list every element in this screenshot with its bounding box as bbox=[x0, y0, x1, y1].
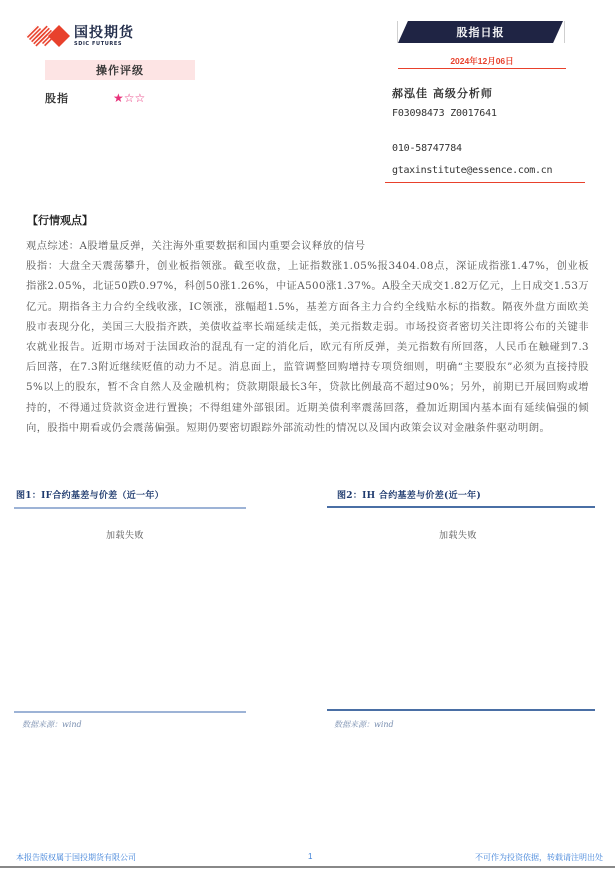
figure-1-source: 数据来源：wind bbox=[22, 720, 82, 729]
logo-name-cn: 国投期货 bbox=[74, 24, 134, 41]
star-rating-icon: ★☆☆ bbox=[113, 91, 146, 105]
date-divider bbox=[398, 68, 566, 69]
report-date: 2024年12月06日 bbox=[450, 56, 514, 66]
footer-copyright: 本报告版权属于国投期货有限公司 bbox=[16, 853, 136, 862]
rating-row bbox=[45, 90, 145, 106]
market-view-body bbox=[26, 236, 589, 438]
report-type: 股指日报 bbox=[456, 26, 505, 39]
figure-1-title: 图1：IF合约基差与价差（近一年） bbox=[16, 491, 164, 501]
contact-divider bbox=[385, 182, 585, 183]
rating-header bbox=[45, 60, 195, 80]
rating-title: 操作评级 bbox=[96, 64, 144, 77]
figure-2-source: 数据来源：wind bbox=[334, 720, 394, 729]
rating-label: 股指 bbox=[45, 92, 69, 105]
report-type-banner bbox=[398, 21, 563, 43]
analyst-license: F03098473 Z0017641 bbox=[392, 108, 497, 119]
page-number: 1 bbox=[308, 852, 313, 861]
figure-1-bottom-rule bbox=[14, 711, 246, 713]
footer-divider bbox=[0, 866, 615, 868]
analyst-phone: 010-58747784 bbox=[392, 143, 462, 154]
analyst-email[interactable]: gtaxinstitute@essence.com.cn bbox=[392, 165, 553, 176]
figure-1-top-rule bbox=[14, 507, 246, 509]
analyst-name: 郝泓佳 高级分析师 bbox=[392, 87, 493, 100]
figure-2-bottom-rule bbox=[327, 709, 595, 711]
logo-name-en: SDIC FUTURES bbox=[74, 40, 123, 47]
summary-line: 观点综述：A股增量反弹，关注海外重要数据和国内重要会议释放的信号 bbox=[26, 240, 366, 252]
company-logo bbox=[26, 23, 134, 49]
body-paragraph: 股指：大盘全天震荡攀升，创业板指领涨。截至收盘，上证指数涨1.05%报3404.08点，深证成指涨1.47%，创业板指涨2.05%，北证50跌0.97%，科创50涨1.26%，中证A500涨1.37%。A股全天成交1.82万亿元，上日成交1.53万亿元。期指各主力合约全线收涨，IC领涨，涨幅超1.5%，基差方面各主力合约全线贴水标的指数。隔夜外盘方面欧美股市表现分化，美国三大股指齐跌，美债收益率长端延续走低，美元指数走弱。市场投资者密切关注即将公布的关键非农就业报告。近期市场对于法国政治的混乱有一定的消化后，欧元有所反弹，美元指数有所回落，人民币在触碰到7.3后回落，在7.3附近继续贬值的动力不足。消息面上，监管调整回购增持专项贷细则，明确“主要股东”必须为直接持股5%以上的股东，暂不含自然人及金融机构；贷款期限最长3年，贷款比例最高不超过90%；另外，前期已开展回购或增持的，不得通过贷款资金进行置换；不得组建外部银团。近期美债利率震荡回落，叠加近期国内基本面有延续偏强的倾向，股指中期看或仍会震荡偏强。短期仍要密切跟踪外部流动性的情况以及国内政策会议对金融条件驱动明朗。 bbox=[26, 260, 589, 434]
figure-2-top-rule bbox=[327, 506, 595, 508]
logo-mark-icon bbox=[26, 25, 70, 47]
figure-2-title: 图2：IH 合约基差与价差(近一年) bbox=[337, 491, 482, 501]
figure-2-placeholder: 加载失败 bbox=[439, 531, 478, 541]
footer-disclaimer: 不可作为投资依据，转载请注明出处 bbox=[475, 853, 603, 862]
figure-1-placeholder: 加载失败 bbox=[106, 531, 145, 541]
section-title: 【行情观点】 bbox=[27, 215, 93, 227]
